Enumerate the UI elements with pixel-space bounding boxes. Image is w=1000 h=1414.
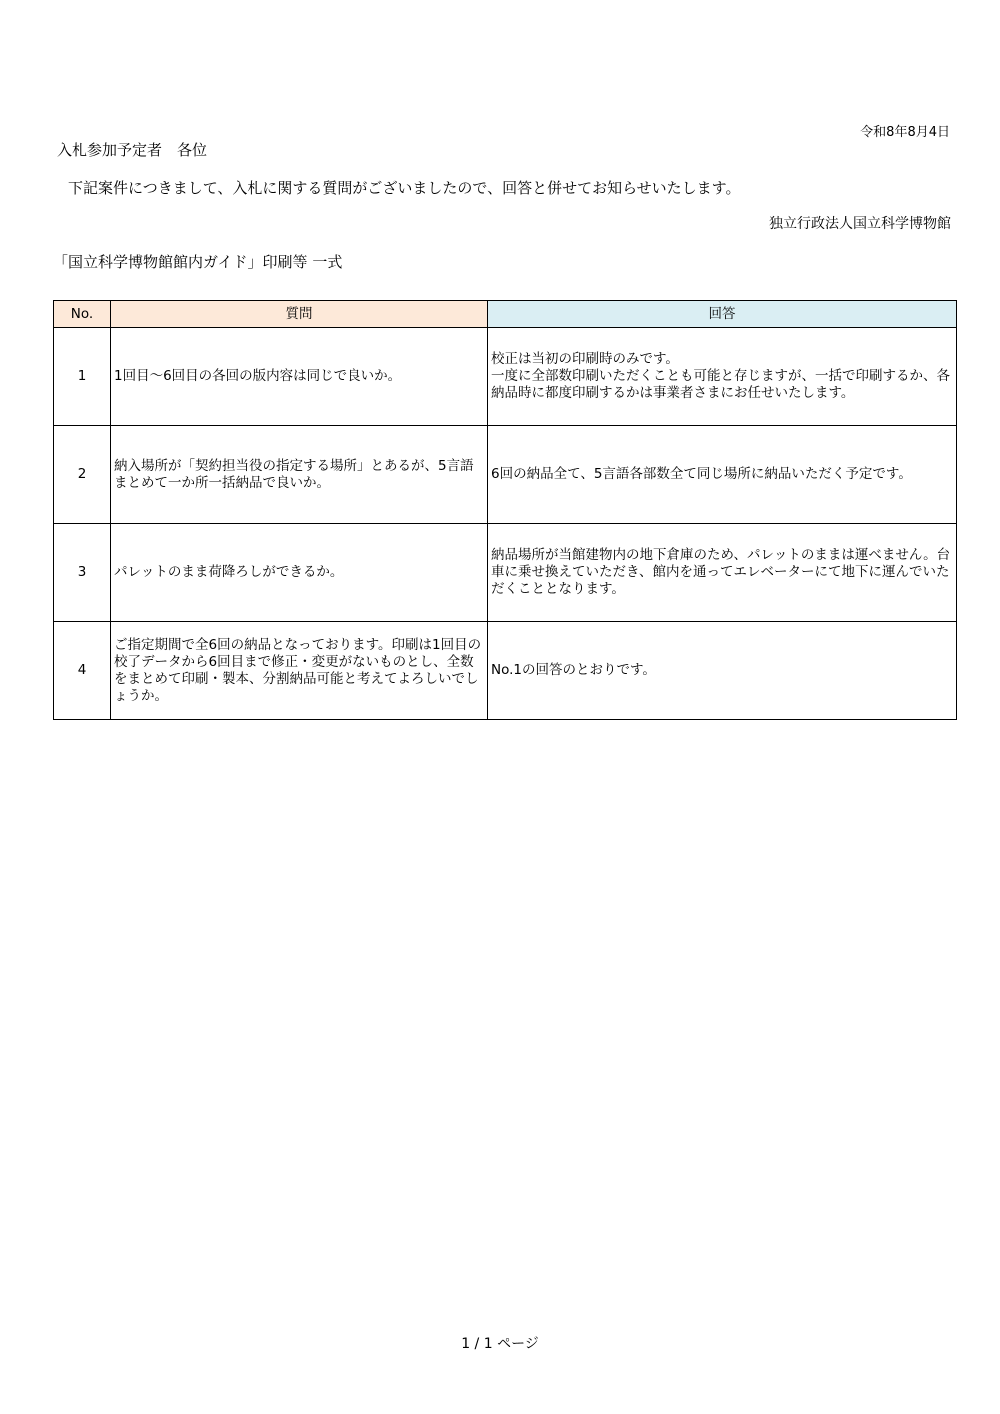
table-row	[54, 426, 957, 524]
table-row	[54, 524, 957, 622]
answer-cell: 6回の納品全て、5言語各部数全て同じ場所に納品いただく予定です。	[488, 426, 957, 524]
row-number: 3	[54, 524, 111, 622]
question-cell: 1回目〜6回目の各回の版内容は同じで良いか。	[111, 328, 488, 426]
qa-table	[53, 300, 957, 720]
row-number: 2	[54, 426, 111, 524]
page-indicator: 1 / 1 ページ	[461, 1336, 539, 1352]
table-row	[54, 622, 957, 720]
question-cell: 納入場所が「契約担当役の指定する場所」とあるが、5言語まとめて一か所一括納品で良いか。	[111, 426, 488, 524]
project-subject: 「国立科学博物館館内ガイド」印刷等 一式	[53, 253, 343, 271]
addressee: 入札参加予定者 各位	[57, 141, 208, 159]
intro-text: 下記案件につきまして、入札に関する質問がございましたので、回答と併せてお知らせいたします。	[68, 179, 741, 197]
question-cell: ご指定期間で全6回の納品となっております。印刷は1回目の校了データから6回目まで修正・変更がないものとし、全数をまとめて印刷・製本、分割納品可能と考えてよろしいでしょうか。	[111, 622, 488, 720]
answer-cell: No.1の回答のとおりです。	[488, 622, 957, 720]
row-number: 4	[54, 622, 111, 720]
header-answer: 回答	[488, 301, 957, 328]
row-number: 1	[54, 328, 111, 426]
question-cell: パレットのまま荷降ろしができるか。	[111, 524, 488, 622]
answer-cell: 校正は当初の印刷時のみです。 一度に全部数印刷いただくことも可能と存じますが、一括で印刷するか、各納品時に都度印刷するかは事業者さまにお任せいたします。	[488, 328, 957, 426]
table-row	[54, 328, 957, 426]
sender-organization: 独立行政法人国立科学博物館	[769, 216, 951, 232]
header-no: No.	[54, 301, 111, 328]
header-question: 質問	[111, 301, 488, 328]
document-date: 令和8年8月4日	[860, 125, 950, 140]
answer-cell: 納品場所が当館建物内の地下倉庫のため、パレットのままは運べません。台車に乗せ換えていただき、館内を通ってエレベーターにて地下に運んでいただくこととなります。	[488, 524, 957, 622]
table-header-row	[54, 301, 957, 328]
